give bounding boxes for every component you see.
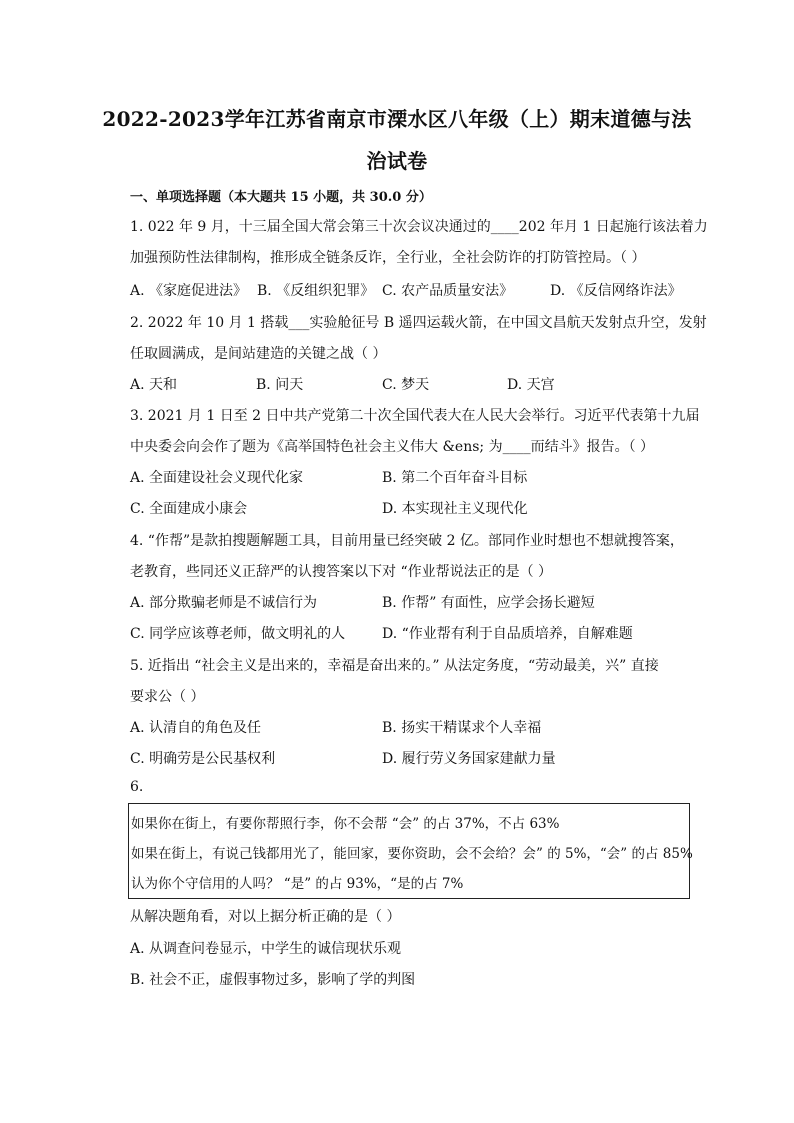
q2-stem-line2: 任取圆满成，是间站建造的关键之战（ ）	[130, 346, 387, 362]
q5-option-d: D. 履行劳义务国家建献力量	[382, 751, 556, 767]
q6-option-b: B. 社会不正，虚假事物过多，影响了学的判图	[130, 972, 416, 988]
q4-option-c: C. 同学应该尊老师，做文明礼的人	[130, 626, 346, 642]
q2-stem-line1: 2. 2022 年 10 月 1 搭载___实验舱征号 B 遥四运载火箭，在中国文昌航天发射点升空，发射	[130, 315, 707, 331]
q3-stem-line2: 中央委会向会作了题为《高举国特色社会主义伟大 &ens; 为____而结斗》报告。（ ）	[130, 439, 655, 455]
q3-option-c: C. 全面建成小康会	[130, 501, 248, 517]
q2-option-d: D. 天宫	[507, 377, 555, 393]
q1-stem-line1: 1. 022 年 9 月，十三届全国大常会第三十次会议决通过的____202 年月 1 日起施行该法着力	[130, 219, 708, 235]
q4-stem-line1: 4. “作帮”是款拍搜题解题工具，目前用量已经突破 2 亿。部同作业时想也不想就搜答案，	[130, 533, 684, 549]
q1-option-c: C. 农产品质量安法》	[382, 283, 514, 299]
q2-option-a: A. 天和	[130, 377, 178, 393]
q4-option-b: B. 作帮” 有面性，应学会扬长避短	[382, 595, 595, 611]
q5-option-c: C. 明确劳是公民基权利	[130, 751, 276, 767]
q2-option-c: C. 梦天	[382, 377, 430, 393]
q3-option-d: D. 本实现社主义现代化	[382, 501, 528, 517]
q5-stem-line1: 5. 近指出 “社会主义是出来的，幸福是奋出来的。” 从法定务度，“劳动最美，兴” 直接	[130, 658, 659, 674]
exam-title-line2: 治试卷	[366, 149, 428, 173]
q1-option-a: A. 《家庭促进法》	[130, 283, 248, 299]
q6-number: 6.	[130, 779, 144, 795]
q6-stem: 从解决题角看，对以上据分析正确的是（ ）	[130, 909, 401, 925]
survey-row-1: 如果你在街上，有要你帮照行李，你不会帮 “会” 的占 37%，不占 63%	[131, 816, 560, 832]
q1-option-b: B. 《反组织犯罪》	[257, 283, 375, 299]
q3-stem-line1: 3. 2021 月 1 日至 2 日中共产党第二十次全国代表大在人民大会举行。习近平代表第十九届	[130, 408, 700, 424]
q6-option-a: A. 从调查问卷显示，中学生的诚信现状乐观	[130, 941, 402, 957]
q5-option-b: B. 扬实干精谋求个人幸福	[382, 720, 542, 736]
survey-row-3: 认为你个守信用的人吗？ “是” 的占 93%，“是的占 7%	[131, 876, 464, 892]
q5-stem-line2: 要求公（ ）	[130, 689, 205, 705]
q3-option-a: A. 全面建设社会义现代化家	[130, 470, 304, 486]
q4-option-d: D. “作业帮有利于自品质培养，自解难题	[382, 626, 633, 642]
survey-table	[128, 803, 693, 899]
exam-title-line1: 2022-2023学年江苏省南京市溧水区八年级（上）期末道德与法	[102, 107, 692, 131]
q1-option-d: D. 《反信网络诈法》	[550, 283, 682, 299]
q4-option-a: A. 部分欺骗老师是不诚信行为	[130, 595, 318, 611]
survey-row-2: 如果在街上，有说己钱都用光了，能回家，要你资助，会不会给？会” 的 5%，“会” 的占 85%	[131, 846, 693, 862]
q5-option-a: A. 认清自的角色及任	[130, 720, 262, 736]
q3-option-b: B. 第二个百年奋斗目标	[382, 470, 528, 486]
q2-option-b: B. 问天	[256, 377, 304, 393]
q1-stem-line2: 加强预防性法律制构，推形成全链条反诈，全行业，全社会防诈的打防管控局。（ ）	[130, 250, 646, 266]
section-heading: 一、单项选择题（本大题共 15 小题，共 30.0 分）	[130, 190, 432, 205]
q4-stem-line2: 老教育，些同还义正辞严的认搜答案以下对 “作业帮说法正的是（ ）	[130, 564, 553, 580]
